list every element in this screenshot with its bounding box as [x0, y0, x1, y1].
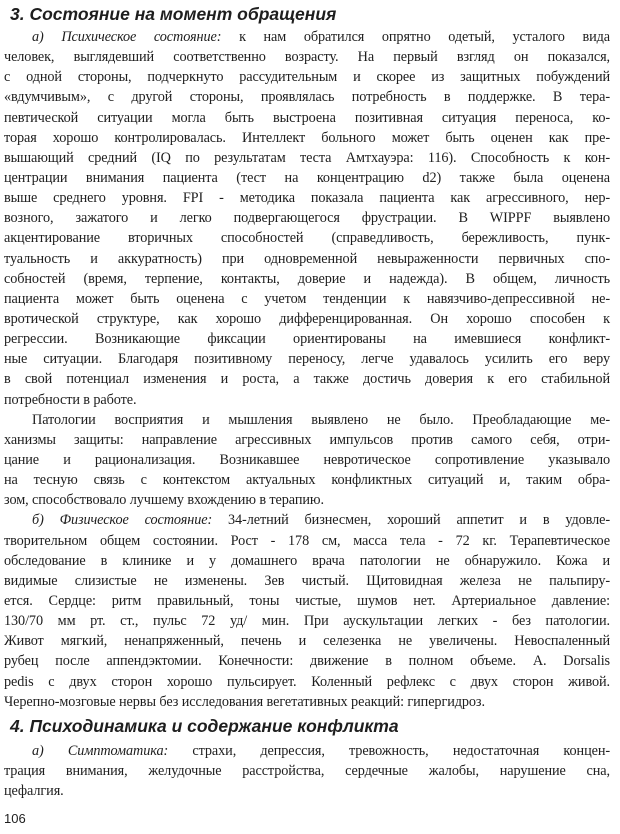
paragraph-line: зом, способствовало лучшему вхождению в терапию. [4, 492, 324, 509]
paragraph-line: видимые слизистые не изменены. Зев чистый. Щитовидная железа не пальпиру- [4, 572, 610, 589]
paragraph-line: с одной стороны, подчеркнуто рассудительным и скорее из защитных побуждений [4, 69, 610, 86]
paragraph-line: регрессии. Возникающие фиксации ориентированы на имевшиеся конфликт- [4, 331, 610, 348]
paragraph-line: а) Симптоматика: страхи, депрессия, тревожность, недостаточная концен- [32, 743, 610, 759]
paragraph-line: ные ситуации. Благодаря позитивному переносу, легче удавалось усилить его веру [4, 351, 610, 368]
paragraph-line: в свой потенциал изменения и роста, а также достичь доверия к его стабильной [4, 371, 610, 388]
paragraph-line: певтической ситуации могла быть выстроена позитивная ситуация переноса, ко- [4, 109, 610, 126]
paragraph-line: а) Психическое состояние: к нам обратился опрятно одетый, усталого вида [32, 29, 610, 45]
paragraph-line: центрации внимания пациента (тест на концентрацию d2) также была оценена [4, 169, 610, 186]
paragraph-line: цание и рационализация. Возникавшее невротическое сопротивление указывало [4, 451, 610, 468]
page-number: 106 [4, 811, 26, 826]
paragraph-line: ханизмы защиты: направление агрессивных импульсов против самого себя, отри- [4, 431, 610, 448]
paragraph-line: пациента может быть оценена с учетом тенденции к навязчиво-депрессивной не- [4, 290, 610, 307]
paragraph-line: вышающий средний (IQ по результатам теста Амтхауэра: 116). Способность к кон- [4, 149, 610, 166]
section-4-body [4, 741, 610, 801]
paragraph-line: Живот мягкий, ненапряженный, печень и селезенка не увеличены. Невоспаленный [4, 633, 610, 650]
paragraph-line: потребности в работе. [4, 391, 137, 408]
paragraph-line: «вдумчивым», с другой стороны, проявлялась потребность в поддержке. В тера- [4, 89, 610, 106]
paragraph-line: цефалгия. [4, 783, 64, 800]
paragraph-line: ется. Сердце: ритм правильный, тоны чистые, шумов нет. Артериальное давление: [4, 592, 610, 609]
paragraph-line: туальность и аккуратность) при одновременной невыраженности первичных спо- [4, 250, 610, 267]
paragraph-line: вротической структуре, как хорошо дифференцированная. Он хорошо способен к [4, 310, 610, 327]
paragraph-line: б) Физическое состояние: 34-летний бизнесмен, хороший аппетит и в удовле- [32, 512, 610, 529]
paragraph-line: обследование в клинике и у домашнего врача патологии не обнаружило. Кожа и [4, 552, 610, 569]
paragraph-line: возного, зажатого и легко подвергающегося фрустрации. В WIPPF выявлено [4, 210, 610, 227]
section-3-heading: 3. Состояние на момент обращения [10, 4, 337, 24]
paragraph-line: Черепно-мозговые нервы без исследования вегетативных реакций: гипергидроз. [4, 693, 485, 710]
symptoms-lead: а) Симптоматика: [32, 743, 169, 759]
physical-state-lead: б) Физическое состояние: [32, 512, 213, 529]
paragraph-line: человек, выглядевший соответственно возрасту. На первый взгляд он показался, [4, 49, 610, 66]
paragraph-line: 130/70 мм рт. ст., пульс 72 уд/ мин. При аускультации легких - без патологии. [4, 613, 610, 630]
paragraph-line: на тесную связь с контекстом актуальных конфликтных ситуаций и, таким обра- [4, 472, 610, 489]
paragraph-line: рубец после аппендэктомии. Конечности: движение в полном объеме. A. Dorsalis [4, 653, 610, 670]
section-4-heading: 4. Психодинамика и содержание конфликта [10, 716, 399, 736]
paragraph-line: собностей (время, терпение, контакты, доверие и надежда). В общем, личность [4, 270, 610, 287]
paragraph-line: pedis с двух сторон хорошо пульсирует. Коленный рефлекс с двух сторон живой. [4, 673, 610, 690]
paragraph-line: творительном общем состоянии. Рост - 178 см, масса тела - 72 кг. Терапевтическое [4, 532, 610, 549]
section-3-body [4, 27, 610, 712]
paragraph-line: трация внимания, желудочные расстройства, сердечные жалобы, нарушение сна, [4, 763, 610, 780]
paragraph-line: акцентирование вторичных способностей (справедливость, бережливость, пунк- [4, 230, 610, 247]
mental-state-lead: а) Психическое состояние: [32, 29, 222, 45]
paragraph-line: Патологии восприятия и мышления выявлено не было. Преобладающие ме- [32, 411, 610, 428]
paragraph-line: торая хорошо контролировалась. Интеллект больного может быть оценен как пре- [4, 129, 610, 146]
paragraph-line: выше среднего уровня. FPI - методика показала пациента как агрессивного, нер- [4, 190, 610, 207]
